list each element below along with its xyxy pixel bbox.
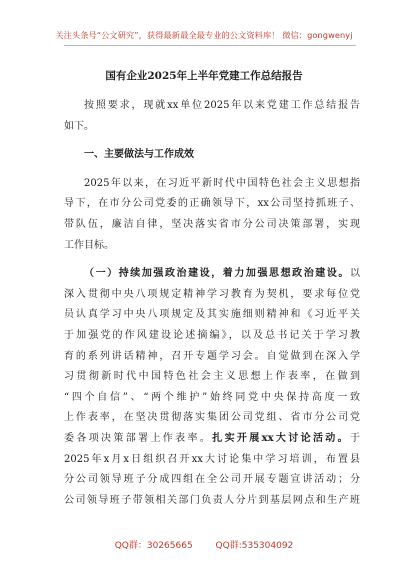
sub1-line: 于加强党的作风建设论述摘编》，以及总书记关于学习教 <box>64 329 360 341</box>
para1-line-3: 带队伍，廉洁自律，坚决落实省市分公司决策部署，实现 <box>64 218 360 230</box>
discussion-activity-heading: 扎实开展xx大讨论活动。 <box>212 432 350 444</box>
footer <box>0 538 408 551</box>
document-title: 国有企业2025年上半年党建工作总结报告 <box>105 70 303 82</box>
sub1-line: 员认真学习中央八项规定及其实施细则精神和《习近平关 <box>64 309 360 321</box>
sub1-line-mixed <box>64 429 360 450</box>
sub1-line: 2025年x月x日组织召开xx大讨论集中学习培训，布置县 <box>64 453 360 465</box>
subsection-1-first-line <box>64 264 360 285</box>
header-divider <box>64 45 356 46</box>
sub1-line: 育的系列讲话精神，召开专题学习会。自觉做到在深入学 <box>64 350 360 362</box>
sub1-line-text: 于 <box>350 432 360 444</box>
sub1-line: 分公司领导班子分成四组在全公司开展专题宣讲活动；分 <box>64 474 360 486</box>
document-body <box>64 96 360 511</box>
para1-line-1: 2025年以来，在习近平新时代中国特色社会主义思想指 <box>84 177 360 189</box>
sub1-line: “四个自信”、“两个维护”始终同党中央保持高度一致 <box>64 391 360 403</box>
subsection-1-heading: （一）持续加强政治建设，着力加强思想政治建设。 <box>84 268 350 280</box>
para1-line-2: 导下，在市分公司党委的正确领导下，xx公司坚持抓班子、 <box>64 198 360 210</box>
sub1-line: 上作表率，在坚决贯彻落实集团公司党组、省市分公司党 <box>64 412 360 424</box>
subsection-1-first-rest: 以 <box>350 268 360 280</box>
sub1-line: 深入贯彻中央八项规定精神学习教育为契机，要求每位党 <box>64 288 360 300</box>
intro-line-2: 如下。 <box>64 120 94 132</box>
sub1-line: 公司领导班子带领相关部门负责人分片到基层网点和生产班 <box>64 494 360 506</box>
header-note: 关注头条号“公文研究”，获得最新最全最专业的公文资料库！ 微信：gongwenyj <box>55 30 353 40</box>
footer-qq-group-1: QQ群：30265665 <box>114 541 193 551</box>
footer-qq-group-2: QQ群:535304092 <box>215 541 294 551</box>
sub1-line-text: 委各项决策部署上作表率。 <box>64 432 213 444</box>
intro-line-1: 按照要求，现就xx单位2025年以来党建工作总结报告 <box>84 100 360 111</box>
section-heading-1: 一、主要做法与工作成效 <box>84 149 194 161</box>
sub1-line: 习贯彻新时代中国特色社会主义思想上作表率，在做到 <box>64 371 360 383</box>
para1-line-4: 工作目标。 <box>64 239 114 251</box>
